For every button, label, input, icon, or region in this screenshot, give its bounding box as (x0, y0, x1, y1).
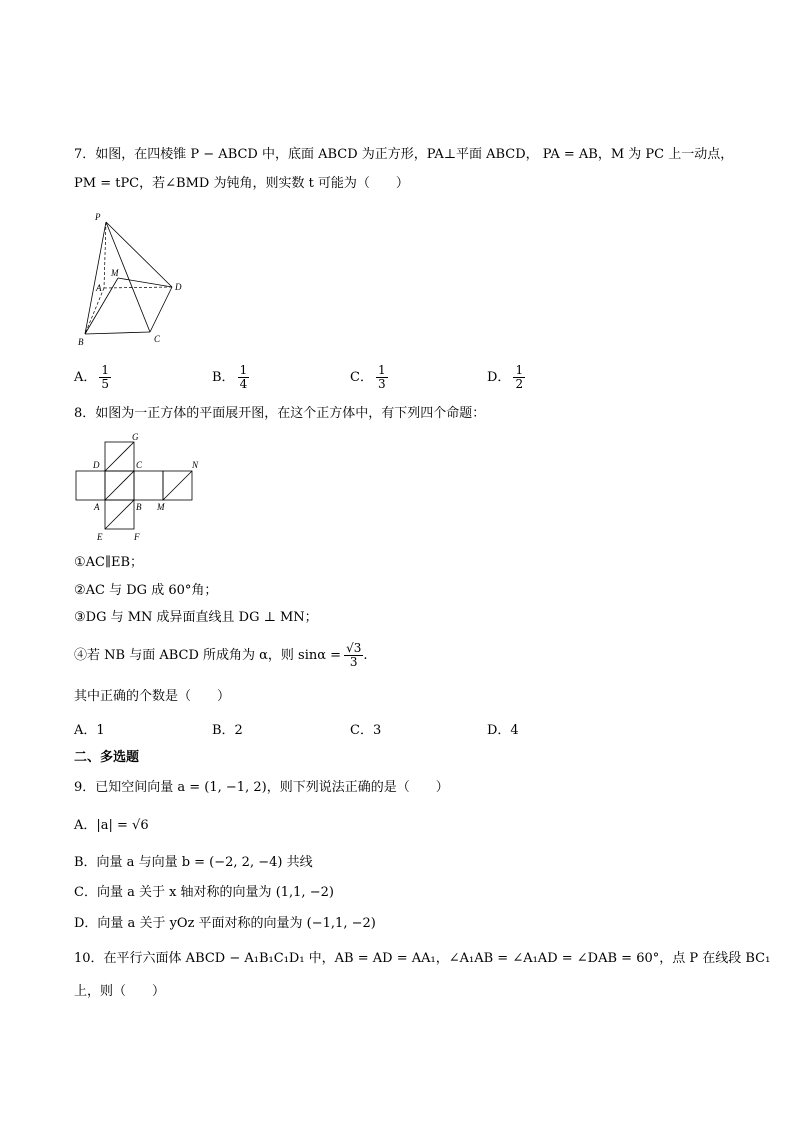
q7-label-m: M (111, 268, 119, 278)
q8-label-f: F (134, 532, 140, 542)
q8-option-d[interactable]: D．4 (487, 723, 519, 738)
q8-option-c[interactable]: C．3 (350, 723, 382, 738)
q7-stem-line2: PM = tPC，若∠BMD 为钝角，则实数 t 可能为（ ） (74, 176, 409, 191)
q8-proposition-3: ③DG 与 MN 成异面直线且 DG ⊥ MN； (74, 610, 318, 625)
q7-option-a[interactable] (74, 364, 111, 391)
q8-stem: 8．如图为一正方体的平面展开图，在这个正方体中，有下列四个命题： (74, 406, 486, 421)
q10-stem-line1: 10．在平行六面体 ABCD − A₁B₁C₁D₁ 中，AB = AD = AA₁，∠A₁AB = ∠A₁AD = ∠DAB = 60°，点 P 在线段 BC₁ (74, 951, 771, 966)
q10-stem-line2: 上，则（ ） (74, 984, 166, 999)
q8-ask: 其中正确的个数是（ ） (74, 689, 231, 704)
q7-option-d-den: 2 (515, 377, 524, 391)
q9-option-a[interactable]: A．|a| = √6 (74, 818, 149, 833)
q7-option-b-num: 1 (239, 363, 248, 377)
q9-stem: 9．已知空间向量 a = (1, −1, 2)，则下列说法正确的是（ ） (74, 780, 449, 795)
q8-proposition-1: ①AC∥EB； (74, 555, 144, 570)
q7-option-d-label: D． (487, 370, 511, 385)
q8-label-g: G (132, 432, 139, 442)
q9-option-b[interactable]: B．向量 a 与向量 b = (−2, 2, −4) 共线 (74, 855, 313, 870)
section-heading: 二、多选题 (74, 750, 140, 765)
q7-option-b-den: 4 (239, 377, 248, 391)
q8-proposition-4 (74, 642, 367, 669)
q7-label-a: A (96, 283, 102, 293)
q8-proposition-4-num: √3 (346, 641, 362, 655)
q7-option-c-den: 3 (377, 377, 386, 391)
q8-label-c: C (136, 460, 143, 470)
q7-label-d: D (175, 282, 182, 292)
q7-option-c[interactable] (350, 364, 388, 391)
q7-option-b[interactable] (212, 364, 249, 391)
q7-option-c-label: C． (350, 370, 373, 385)
q9-option-c[interactable]: C．向量 a 关于 x 轴对称的向量为 (1,1, −2) (74, 885, 334, 900)
q8-label-n: N (192, 460, 199, 470)
q7-option-a-den: 5 (101, 377, 110, 391)
q7-pyramid-figure (74, 208, 204, 348)
q7-option-b-label: B． (212, 370, 235, 385)
q7-stem-line1: 7．如图，在四棱锥 P − ABCD 中，底面 ABCD 为正方形，PA⊥平面 ABCD， PA = AB，M 为 PC 上一动点， (74, 147, 734, 162)
q7-option-d[interactable] (487, 364, 525, 391)
q8-label-d: D (93, 460, 100, 470)
q8-option-b[interactable]: B．2 (212, 723, 243, 738)
q8-proposition-2: ②AC 与 DG 成 60°角； (74, 583, 218, 598)
q8-proposition-4-den: 3 (349, 655, 358, 669)
q8-label-m: M (157, 502, 165, 512)
q8-proposition-4-text: ④若 NB 与面 ABCD 所成角为 α，则 sinα = (74, 648, 342, 663)
q7-label-p: P (95, 212, 101, 222)
q8-proposition-4-end: . (363, 648, 368, 663)
q7-option-a-num: 1 (101, 363, 110, 377)
q7-label-c: C (154, 334, 161, 344)
q8-label-a: A (94, 502, 100, 512)
q7-label-b: B (78, 337, 84, 347)
q7-option-a-label: A． (74, 370, 97, 385)
q7-option-c-num: 1 (377, 363, 386, 377)
q9-option-d[interactable]: D．向量 a 关于 yOz 平面对称的向量为 (−1,1, −2) (74, 916, 376, 931)
q8-label-b: B (136, 502, 142, 512)
q8-option-a[interactable]: A．1 (74, 723, 105, 738)
q7-option-d-num: 1 (515, 363, 524, 377)
q8-label-e: E (97, 532, 103, 542)
q8-cube-net-figure (70, 428, 210, 544)
